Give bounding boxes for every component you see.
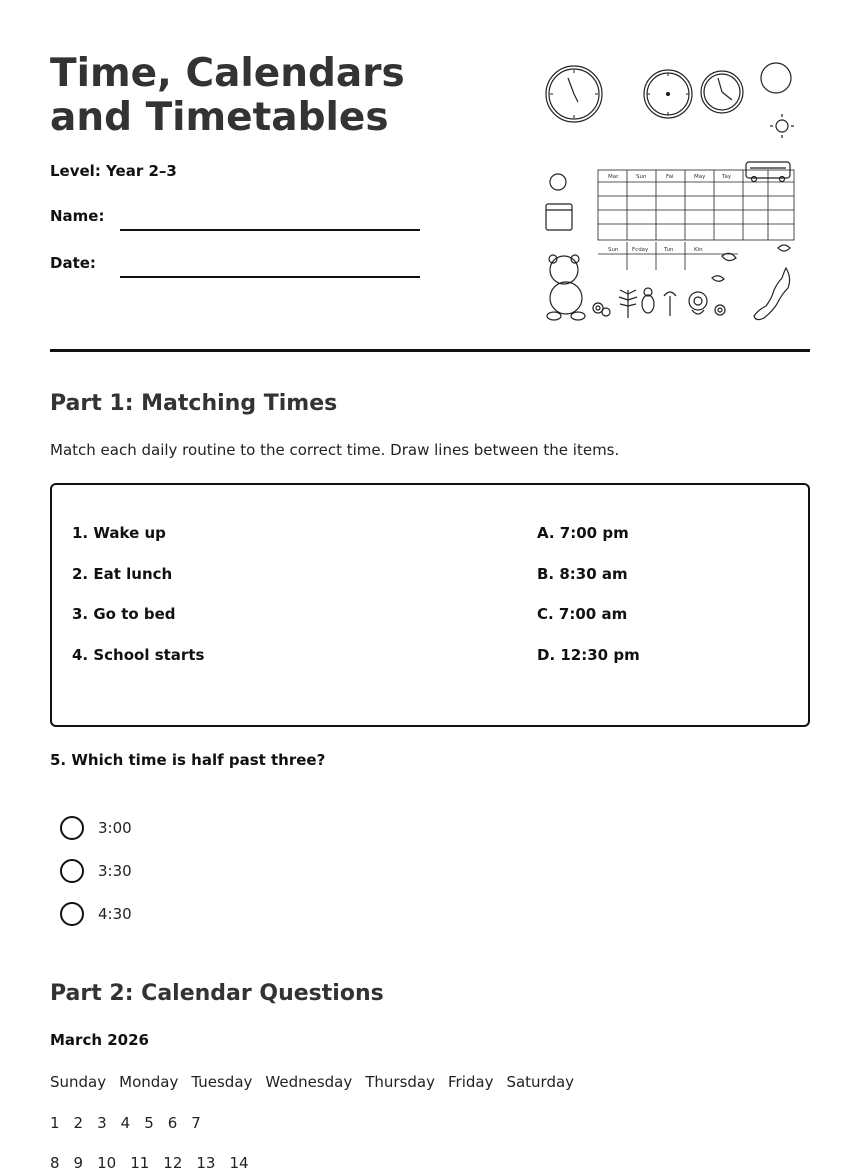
weekday: Thursday	[365, 1073, 435, 1091]
radio-button[interactable]	[60, 902, 84, 926]
answer-option[interactable]	[60, 815, 132, 841]
sun-icon	[770, 114, 794, 138]
bird-icon	[642, 288, 654, 313]
flower-icon	[715, 305, 725, 315]
option-label: 3:00	[98, 819, 132, 837]
part2-heading: Part 2: Calendar Questions	[50, 981, 384, 1006]
weekday: Friday	[447, 1073, 494, 1091]
date-cell: 5	[144, 1114, 154, 1132]
calendar-header-text: Tay	[722, 174, 732, 180]
flower-icon	[664, 292, 676, 316]
calendar-header-text: Tun	[664, 247, 674, 253]
new-zealand-map-icon	[754, 268, 790, 320]
flower-icon	[689, 292, 707, 314]
date-cell: 1	[50, 1114, 60, 1132]
calendar-header-text: Mar.	[608, 174, 620, 180]
name-label: Name:	[50, 207, 105, 225]
match-left-item[interactable]: 1. Wake up	[72, 524, 166, 542]
weekday: Tuesday	[191, 1073, 253, 1091]
match-right-item[interactable]: C. 7:00 am	[537, 605, 628, 623]
calendar-header-text: Kin	[694, 247, 703, 253]
child-reading-icon	[546, 174, 572, 230]
date-cell: 8	[50, 1154, 60, 1172]
flower-icon	[593, 303, 610, 316]
option-label: 3:30	[98, 862, 132, 880]
weekday: Wednesday	[265, 1073, 353, 1091]
date-cell: 14	[229, 1154, 249, 1172]
clock-icon	[701, 71, 743, 113]
level-label: Level: Year 2–3	[50, 162, 177, 180]
calendar-header-text: May	[694, 174, 706, 180]
leaf-icon	[712, 245, 790, 281]
fern-icon	[619, 290, 637, 318]
header-divider	[50, 349, 810, 352]
date-cell: 13	[196, 1154, 216, 1172]
weekday-row	[50, 1073, 587, 1091]
weekday: Sunday	[50, 1073, 107, 1091]
match-right-item[interactable]: D. 12:30 pm	[537, 646, 640, 664]
date-row	[50, 1114, 215, 1132]
date-cell: 11	[130, 1154, 150, 1172]
option-label: 4:30	[98, 905, 132, 923]
answer-option[interactable]	[60, 901, 132, 927]
question-5-prompt: 5. Which time is half past three?	[50, 751, 326, 769]
clock-icon	[546, 66, 602, 122]
match-left-item[interactable]: 4. School starts	[72, 646, 205, 664]
date-cell: 12	[163, 1154, 183, 1172]
date-label: Date:	[50, 254, 96, 272]
clock-icon	[644, 70, 692, 118]
calendar-header-text: Fai	[666, 174, 674, 180]
match-left-item[interactable]: 3. Go to bed	[72, 605, 176, 623]
part1-instructions: Match each daily routine to the correct time. Draw lines between the items.	[50, 441, 620, 459]
weekday: Saturday	[506, 1073, 575, 1091]
page-title: Time, Calendars and Timetables	[50, 51, 405, 140]
match-right-item[interactable]: A. 7:00 pm	[537, 524, 629, 542]
date-cell: 2	[73, 1114, 84, 1132]
match-left-item[interactable]: 2. Eat lunch	[72, 565, 173, 583]
calendar-month: March 2026	[50, 1031, 149, 1049]
match-right-item[interactable]: B. 8:30 am	[537, 565, 628, 583]
date-field[interactable]	[120, 276, 420, 278]
radio-button[interactable]	[60, 859, 84, 883]
bear-character-icon	[547, 255, 585, 320]
date-cell: 6	[167, 1114, 178, 1132]
date-cell: 9	[73, 1154, 84, 1172]
name-field[interactable]	[120, 229, 420, 231]
header-clipart	[538, 58, 800, 324]
date-cell: 3	[97, 1114, 107, 1132]
calendar-header-text: Sun	[636, 174, 647, 180]
calendar-header-text: Sun	[608, 247, 619, 253]
date-cell: 7	[191, 1114, 201, 1132]
calendar-grid	[598, 170, 794, 270]
date-cell: 4	[120, 1114, 131, 1132]
part1-heading: Part 1: Matching Times	[50, 391, 338, 416]
weekday: Monday	[119, 1073, 179, 1091]
calendar-header-text: Fcday	[632, 247, 649, 253]
answer-option[interactable]	[60, 858, 132, 884]
date-cell: 10	[97, 1154, 117, 1172]
date-row	[50, 1154, 263, 1172]
radio-button[interactable]	[60, 816, 84, 840]
